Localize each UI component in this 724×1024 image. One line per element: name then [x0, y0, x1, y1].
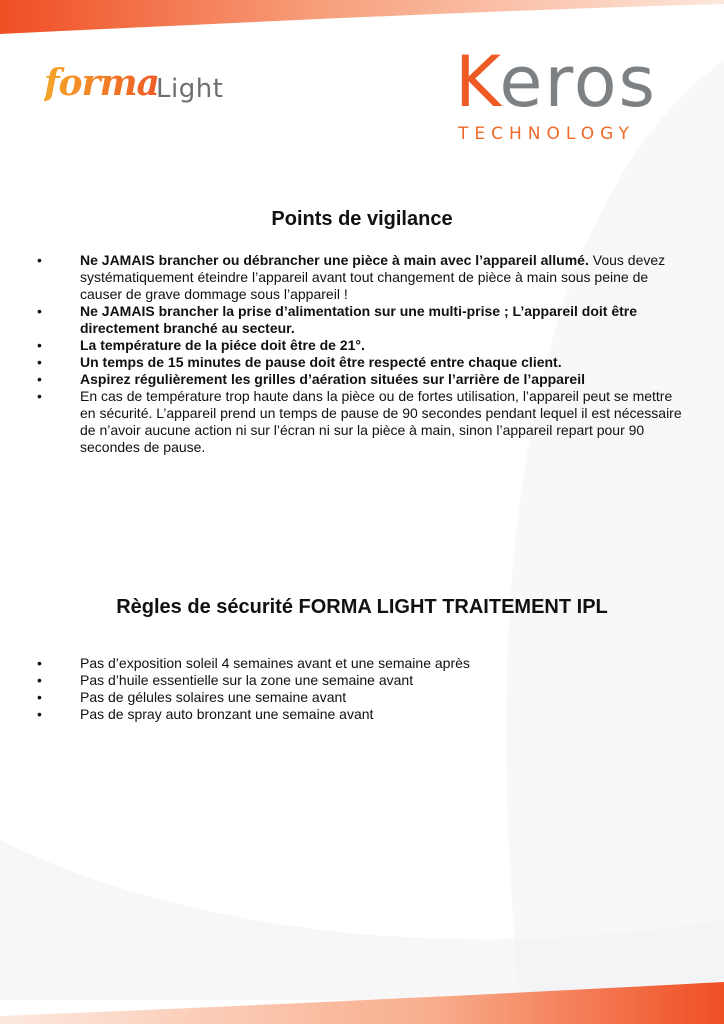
list-item: • Ne JAMAIS brancher ou débrancher une pièce à main avec l’appareil allumé. Vous devez systématiquement éteindre l’appareil avant tout changement de pièce à main sous peine de causer de grave dommage sous l’appareil !	[37, 252, 666, 302]
technology-wordmark: TECHNOLOGY	[458, 124, 635, 144]
list-item: • Un temps de 15 minutes de pause doit être respecté entre chaque client.	[37, 354, 562, 370]
keros-technology-logo	[455, 42, 685, 152]
list-item: • Ne JAMAIS brancher la prise d’alimentation sur une multi-prise ; L’appareil doit être directement branché au secteur.	[37, 303, 638, 336]
list-item: • En cas de température trop haute dans la pièce ou de fortes utilisation, l’appareil peut se mettre en sécurité. L’appareil prend un temps de pause de 90 secondes pendant lequel il est nécessaire de n’avoir aucune action ni sur l’écran ni sur la pièce à main, sinon l’appareil repart pour 90 secondes de pause.	[37, 388, 682, 455]
list-item: • Pas d’huile essentielle sur la zone une semaine avant	[37, 672, 414, 688]
keros-wordmark: Keros	[455, 41, 658, 123]
forma-logo-text: forma	[44, 62, 159, 104]
list-item: • La température de la piéce doit être de 21°.	[37, 337, 365, 353]
vigilance-list	[37, 252, 687, 456]
list-item: • Pas de spray auto bronzant une semaine avant	[37, 706, 374, 722]
forma-light-logo	[44, 60, 234, 110]
top-orange-band	[0, 0, 724, 40]
bottom-orange-band	[0, 964, 724, 1024]
section-title-safety-rules: Règles de sécurité FORMA LIGHT TRAITEMENT IPL	[116, 596, 608, 618]
section-title-vigilance: Points de vigilance	[271, 208, 453, 230]
list-item: • Pas de gélules solaires une semaine avant	[37, 689, 347, 705]
list-item: • Pas d’exposition soleil 4 semaines avant et une semaine après	[37, 655, 470, 671]
list-item: • Aspirez régulièrement les grilles d’aération situées sur l’arrière de l’appareil	[37, 371, 585, 387]
background-swoosh	[0, 60, 724, 1000]
safety-rules-list	[37, 655, 687, 723]
light-logo-text: Light	[156, 74, 224, 104]
